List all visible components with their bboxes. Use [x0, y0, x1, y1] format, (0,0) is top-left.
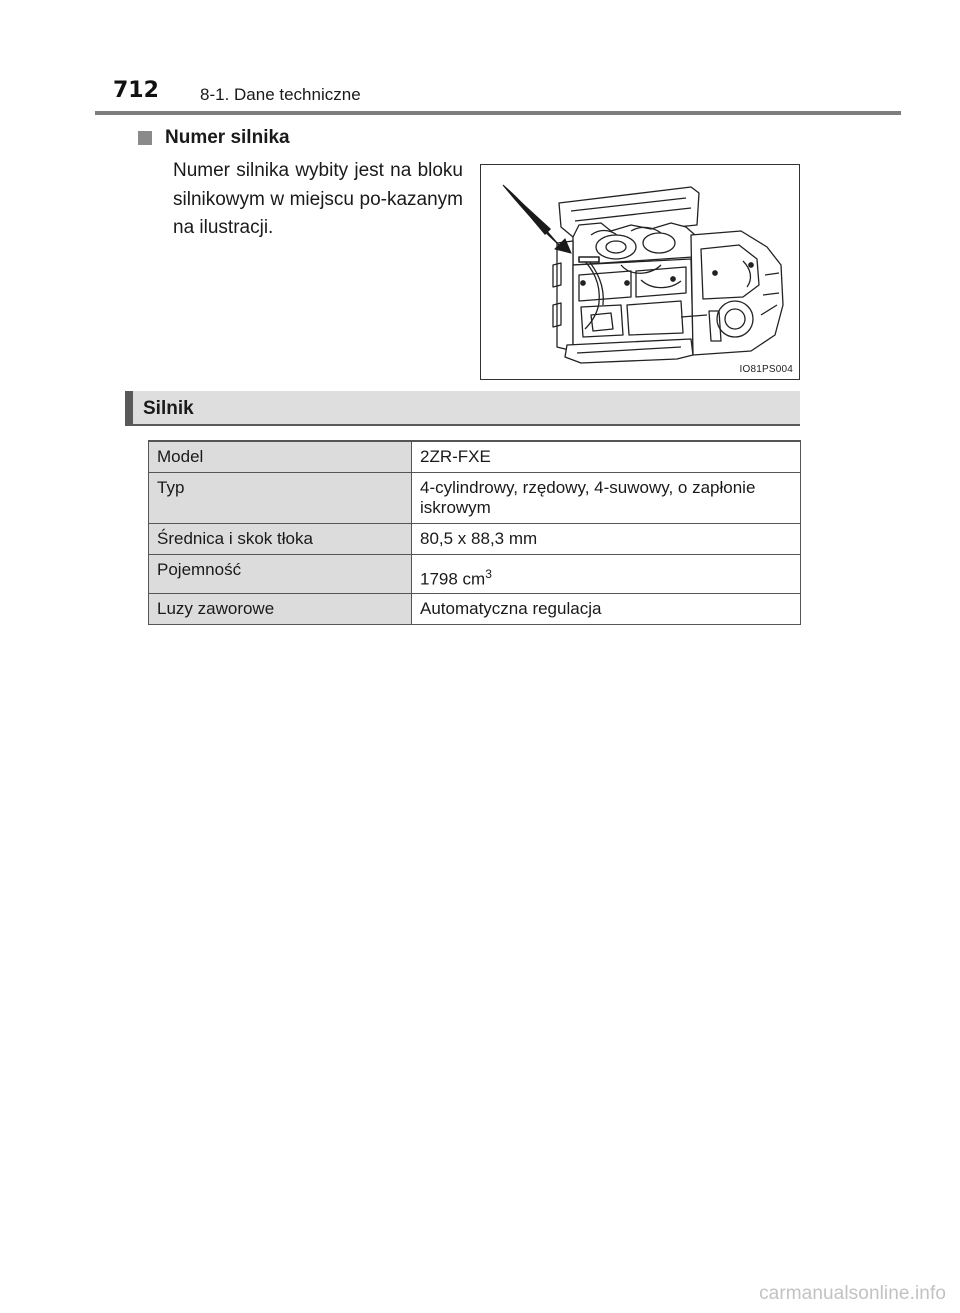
table-label-cell: Pojemność [149, 555, 412, 594]
table-label-cell: Średnica i skok tłoka [149, 524, 412, 555]
table-label-cell: Typ [149, 473, 412, 524]
header-rule [95, 111, 901, 115]
table-value-cell: 2ZR-FXE [412, 441, 801, 473]
bullet-square-icon [138, 131, 152, 145]
table-value-cell: Automatyczna regulacja [412, 593, 801, 624]
chapter-title: 8-1. Dane techniczne [200, 85, 361, 104]
table-row [149, 555, 801, 594]
table-row [149, 441, 801, 473]
table-value-cell [412, 555, 801, 594]
section-heading [138, 127, 290, 150]
watermark: carmanualsonline.info [759, 1283, 946, 1304]
table-label-cell: Luzy zaworowe [149, 593, 412, 624]
figure-code: IO81PS004 [739, 364, 793, 375]
displacement-value: 1798 cm [420, 569, 486, 589]
body-text: Numer silnika wybity jest na bloku silnikowym w miejscu po-kazanym na ilustracji. [173, 160, 463, 238]
table-row [149, 473, 801, 524]
engine-section-title: Silnik [143, 398, 194, 419]
table-value-cell: 80,5 x 88,3 mm [412, 524, 801, 555]
table-label-cell: Model [149, 441, 412, 473]
engine-spec-table [148, 440, 801, 625]
displacement-unit-exponent: 3 [485, 567, 492, 581]
table-row [149, 593, 801, 624]
engine-drawing [481, 165, 799, 379]
table-value-cell: 4-cylindrowy, rzędowy, 4-suwowy, o zapłonie iskrowym [412, 473, 801, 524]
engine-section-heading [125, 391, 800, 426]
engine-illustration [480, 164, 800, 380]
page-number: 712 [113, 78, 159, 103]
section-heading-text: Numer silnika [165, 127, 290, 148]
table-row [149, 524, 801, 555]
